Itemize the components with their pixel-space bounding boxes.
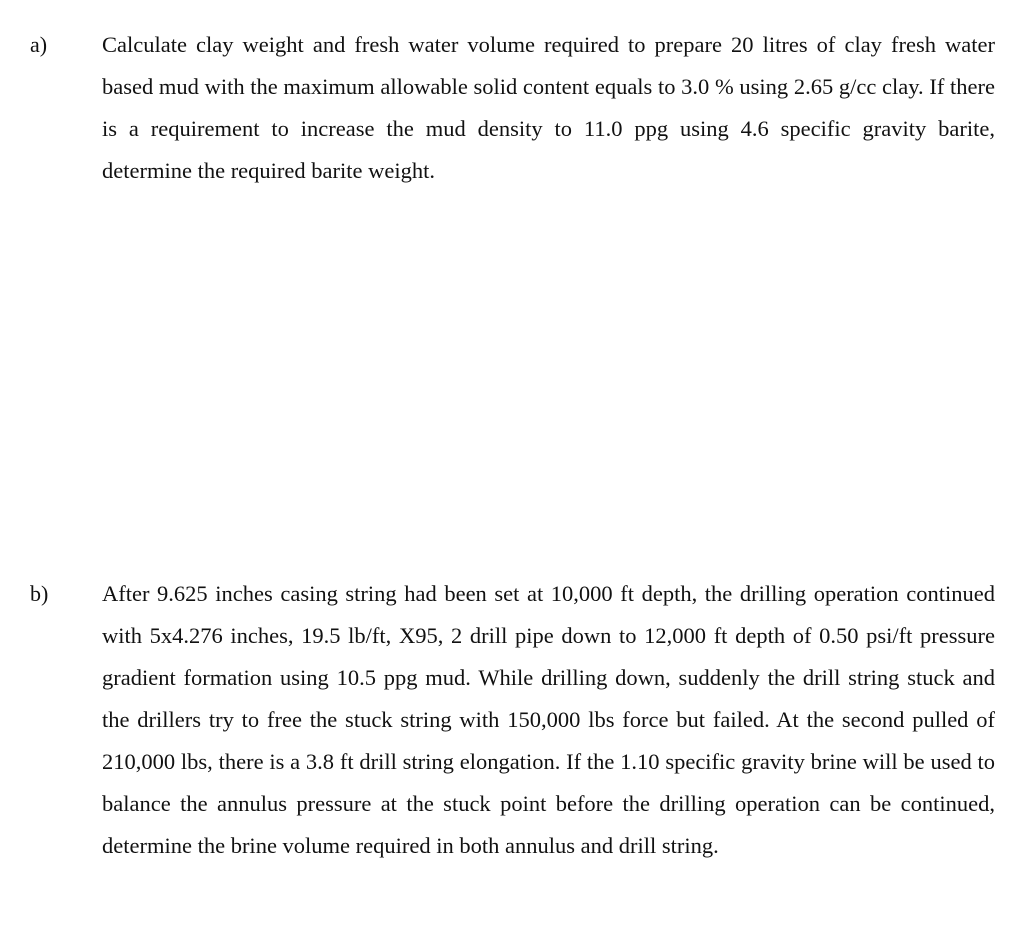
- question-a-text: Calculate clay weight and fresh water volume required to prepare 20 litres of clay fresh water based mud with the maximum allowable solid content equals to 3.0 % using 2.65 g/cc clay. If there is a requirement to increase the mud density to 11.0 ppg using 4.6 specific gravity barite, determine the required barite weight.: [102, 32, 995, 183]
- question-b-label: b): [30, 581, 49, 606]
- question-a-label: a): [30, 32, 48, 57]
- question-b-text: After 9.625 inches casing string had been set at 10,000 ft depth, the drilling operation continued with 5x4.276 inches, 19.5 lb/ft, X95, 2 drill pipe down to 12,000 ft depth of 0.50 psi/ft pressure gradient formation using 10.5 ppg mud. While drilling down, suddenly the drill string stuck and the drillers try to free the stuck string with 150,000 lbs force but failed. At the second pulled of 210,000 lbs, there is a 3.8 ft drill string elongation. If the 1.10 specific gravity brine will be used to balance the annulus pressure at the stuck point before the drilling operation can be continued, determine the brine volume required in both annulus and drill string.: [102, 581, 995, 858]
